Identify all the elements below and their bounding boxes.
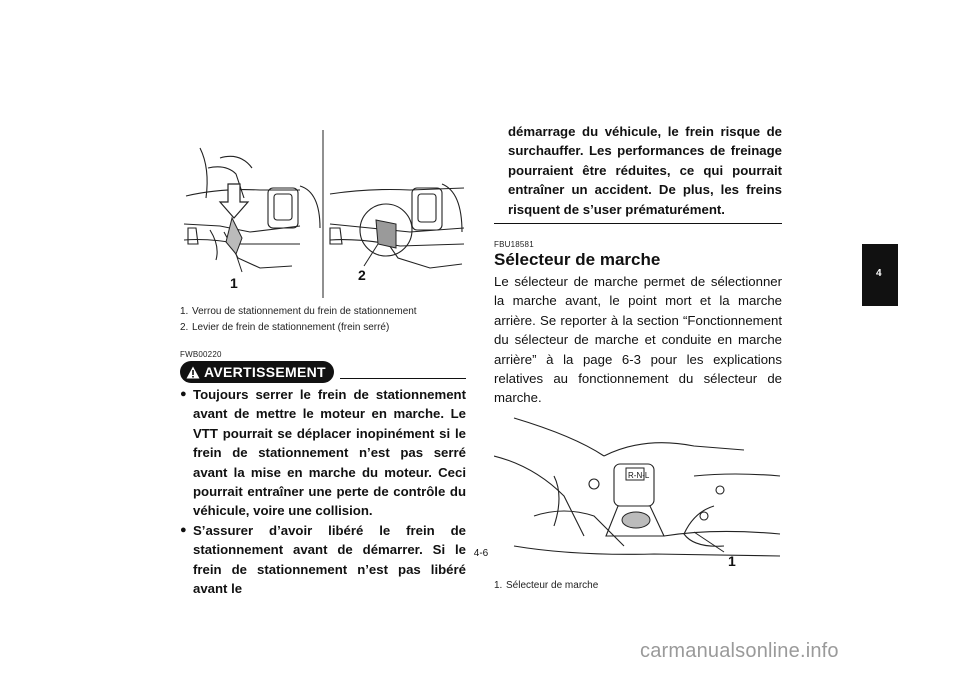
chapter-tab-label: 4: [876, 268, 882, 279]
section-title: Sélecteur de marche: [494, 250, 661, 270]
warning-end-rule: [494, 223, 782, 224]
section-body: Le sélecteur de marche permet de sélectionner la marche avant, le point mort et la marche arrière. Se reporter à la section “Fonctionnement du sélecteur de marche et conduite en marche arrière” à la page 6-3 pour les explications relatives au fonctionnement du sélecteur de marche.: [494, 274, 782, 406]
shift-lever-illustration: [494, 416, 782, 574]
warning-code: FWB00220: [180, 350, 222, 359]
warning-rule: [340, 378, 466, 379]
warning-triangle-icon: [186, 366, 200, 379]
caption-item: 1. Sélecteur de marche: [494, 579, 599, 591]
caption-item: 2. Levier de frein de stationnement (frein serré): [180, 322, 390, 333]
parking-brake-illustration: [180, 128, 466, 298]
page-number: 4-6: [473, 548, 489, 559]
warning-label: AVERTISSEMENT: [204, 364, 326, 380]
shift-lever-figure: [494, 416, 782, 574]
figure-captions: [180, 304, 466, 336]
section-code: FBU18581: [494, 240, 534, 250]
caption-item: 1. Verrou de stationnement du frein de stationnement: [180, 306, 417, 317]
figure-captions: [494, 578, 782, 594]
chapter-tab: [862, 244, 898, 306]
callout-1: 1: [230, 275, 238, 291]
bullet-icon: ●: [180, 388, 187, 400]
warning-continuation: démarrage du véhicule, le frein risque de surchauffer. Les performances de freinage pourraient être réduites, ce qui pourrait entraîner un accident. De plus, les freins risquent de s’user prématurément.: [508, 124, 782, 217]
warning-bullets: [180, 385, 466, 598]
warning-badge: [180, 361, 334, 383]
right-column: [494, 122, 782, 594]
parking-brake-figure: [180, 128, 466, 298]
svg-text:R-N-L: R-N-L: [628, 470, 650, 480]
list-item: ● Toujours serrer le frein de stationnement avant de mettre le moteur en marche. Le VTT pourrait se déplacer inopinément si le frein de stationnement n’est pas serré avant la mise en marche du moteur. Ceci pourrait entraîner une perte de contrôle du véhicule, voire une collision.: [180, 385, 466, 521]
warning-header: [180, 361, 466, 383]
bullet-icon: ●: [180, 523, 187, 536]
left-column: [180, 128, 466, 598]
watermark: carmanualsonline.info: [640, 640, 839, 662]
list-item: ● S’assurer d’avoir libéré le frein de stationnement avant de démarrer. Si le frein de stationnement n’est pas libéré avant le: [180, 521, 466, 599]
callout-2: 2: [358, 267, 366, 283]
callout-1: 1: [728, 552, 736, 569]
